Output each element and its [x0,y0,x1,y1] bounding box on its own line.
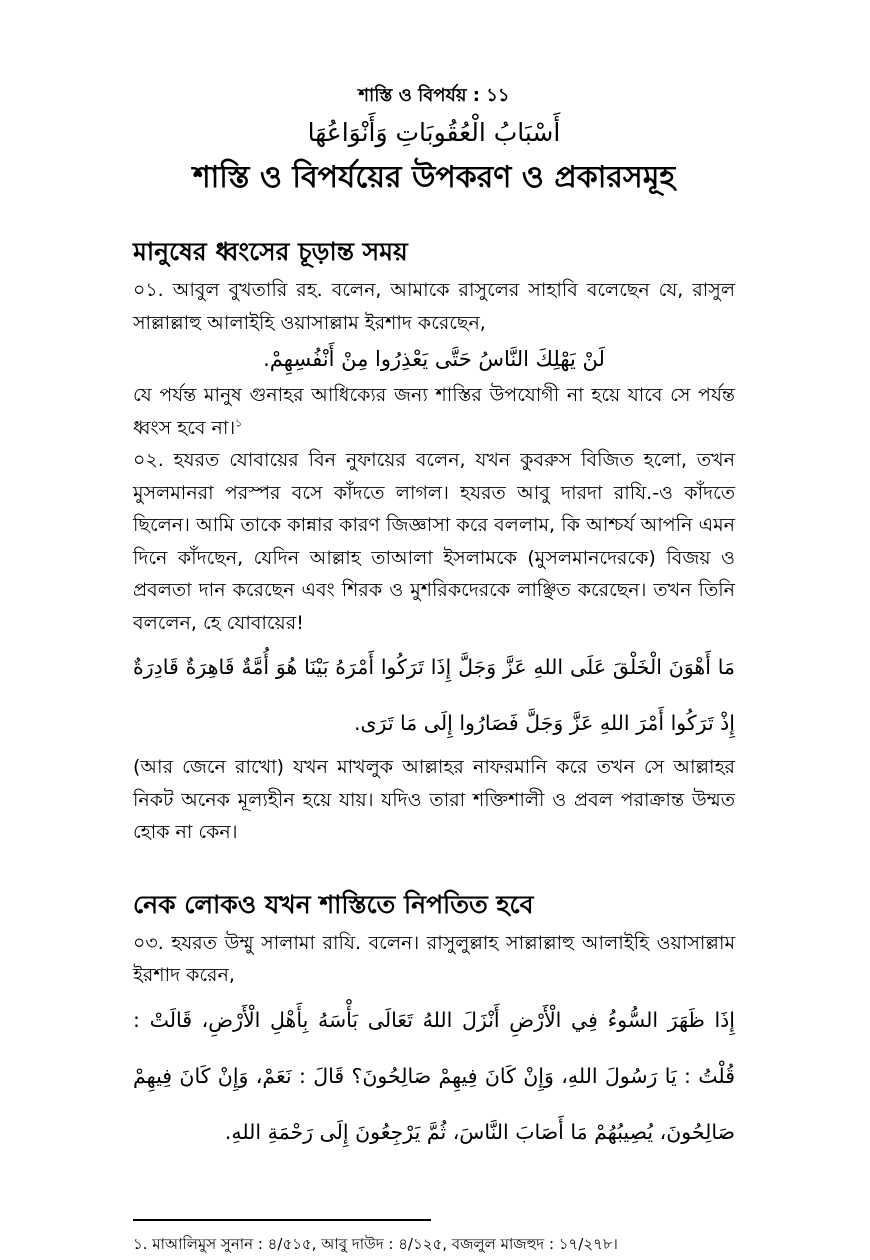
hadith-1-translation [133,379,735,444]
hadith-1-arabic: لَنْ يَهْلِكَ النَّاسُ حَتَّى يَعْذِرُوا مِنْ أَنْفُسِهِمْ. [263,347,605,371]
section-heading-destruction: মানুষের ধ্বংসের চূড়ান্ত সময় [133,237,408,266]
hadith-3-intro: ০৩. হযরত উম্মু সালামা রাযি. বলেন। রাসুলুল্লাহ সাল্লাল্লাহু আলাইহি ওয়াসাল্লাম ইরশাদ করেন, [133,931,735,986]
page-title: শাস্তি ও বিপর্যয়ের উপকরণ ও প্রকারসমূহ [192,160,676,195]
section-heading-righteous: নেক লোকও যখন শাস্তিতে নিপতিত হবে [133,889,534,919]
running-head: শাস্তি ও বিপর্যয় : ১১ [358,85,510,106]
hadith-2-translation: (আর জেনে রাখো) যখন মাখলুক আল্লাহর নাফরমানি করে তখন সে আল্লাহর নিকট অনেক মূল্যহীন হয়ে যায়। যদিও তারা শক্তিশালী ও প্রবল পরাক্রান্ত উম্মত হোক না কেন। [133,756,735,843]
page-content [133,84,735,1160]
footnote: ১. মাআলিমুস সুনান : ৪/৫১৫, আবু দাউদ : ৪/১২৫, বজলুল মাজহুদ : ১৭/২৭৮। [133,1235,618,1253]
hadith-2-narration: ০২. হযরত যোবায়ের বিন নুফায়ের বলেন, যখন কুবরুস বিজিত হলো, তখন মুসলমানরা পরস্পর বসে কাঁদতে লাগল। হযরত আবু দারদা রাযি.-ও কাঁদতে ছিলেন। আমি তাকে কান্নার কারণ জিজ্ঞাসা করে বললাম, কি আশ্চর্য আপনি এমন দিনে কাঁদছেন, যেদিন আল্লাহ তাআলা ইসলামকে (মুসলমানদেরকে) বিজয় ও প্রবলতা দান করেছেন এবং শিরক ও মুশরিকদেরকে লাঞ্ছিত করেছেন। তখন তিনি বললেন, হে যোবায়ের! [133,449,735,634]
hadith-1-translation-text: যে পর্যন্ত মানুষ গুনাহর আধিক্যের জন্য শাস্তির উপযোগী না হয়ে যাবে সে পর্যন্ত ধ্বংস হবে না। [133,384,735,439]
arabic-title: أَسْبَابُ الْعُقُوبَاتِ وَأَنْوَاعُهَا [307,118,561,147]
footnote-ref[interactable]: ১ [235,416,243,430]
hadith-1-intro: ০১. আবুল বুখতারি রহ. বলেন, আমাকে রাসুলের সাহাবি বলেছেন যে, রাসুল সাল্লাল্লাহু আলাইহি ওয়াসাল্লাম ইরশাদ করেছেন, [133,279,735,334]
hadith-2-arabic: مَا أَهْوَنَ الْخَلْقَ عَلَى اللهِ عَزَّ وَجَلَّ إِذَا تَرَكُوا أَمْرَهُ بَيْنَا هُوَ أُمَّةٌ قَاهِرَةٌ قَادِرَةٌ إِذْ تَرَكُوا أَمْرَ اللهِ عَزَّ وَجَلَّ فَصَارُوا إِلَى مَا تَرَى. [133,655,735,735]
hadith-3-arabic: إِذَا ظَهَرَ السُّوءُ فِي الْأَرْضِ أَنْزَلَ اللهُ تَعَالَى بَأْسَهُ بِأَهْلِ الْأَرْضِ، قَالَتْ : قُلْتُ : يَا رَسُولَ اللهِ، وَإِنْ كَانَ فِيهِمْ صَالِحُونَ؟ قَالَ : نَعَمْ، وَإِنْ كَانَ فِيهِمْ صَالِحُونَ، يُصِيبُهُمْ مَا أَصَابَ النَّاسَ، ثُمَّ يَرْجِعُونَ إِلَى رَحْمَةِ اللهِ. [133,1007,735,1144]
footnote-divider [133,1219,431,1221]
